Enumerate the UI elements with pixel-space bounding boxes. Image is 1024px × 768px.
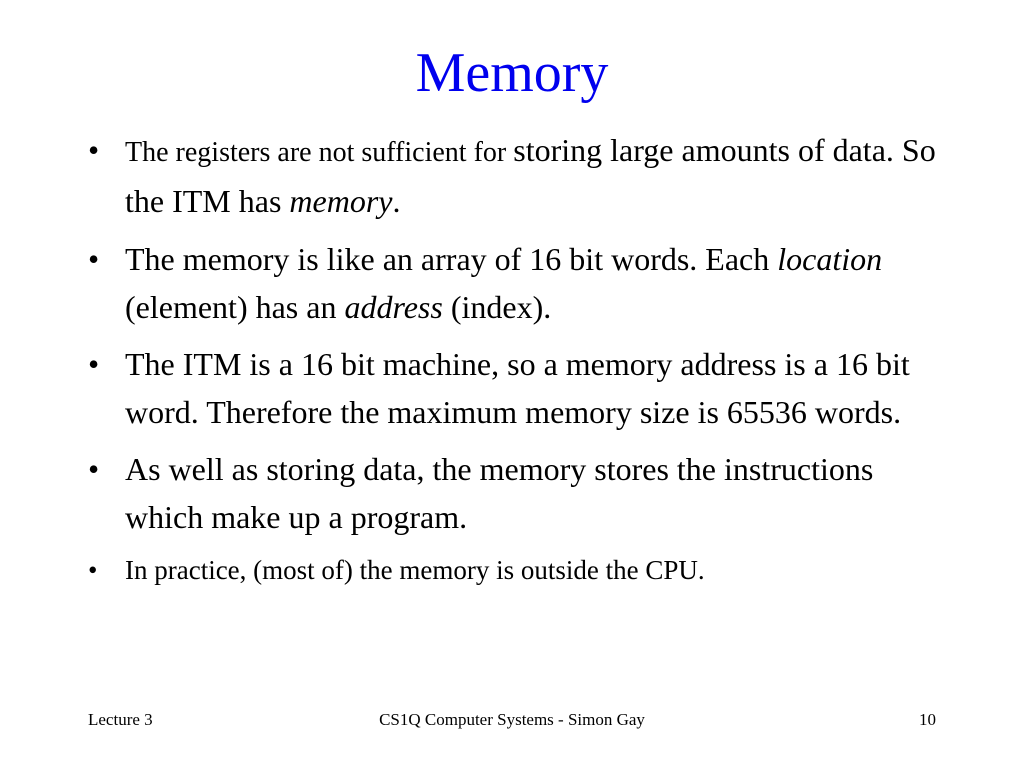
bullet-emphasis-location: location [777, 241, 883, 277]
footer-page-number: 10 [919, 710, 936, 729]
bullet-item-registers [88, 126, 958, 225]
bullet-text-end: (index). [442, 289, 552, 325]
bullet-list [88, 126, 958, 590]
bullet-item-cpu [88, 550, 958, 590]
slide-title: Memory [415, 42, 609, 104]
bullet-text-end: . [392, 183, 401, 219]
bullet-text: In practice, (most of) the memory is outside the CPU. [125, 555, 705, 585]
bullet-item-array [88, 235, 958, 331]
footer-course: CS1Q Computer Systems - Simon Gay [379, 710, 645, 729]
bullet-text: The memory is like an array of 16 bit words. Each [125, 241, 778, 277]
bullet-text: storing large amounts of data. So the ITM has [125, 132, 936, 219]
bullet-text: (element) has an [125, 289, 345, 325]
bullet-item-instructions [88, 445, 958, 541]
bullet-text: As well as storing data, the memory stores the instructions which make up a program. [125, 451, 874, 535]
bullet-emphasis-address: address [344, 289, 443, 325]
bullet-text: The ITM is a 16 bit machine, so a memory address is a 16 bit word. Therefore the maximum memory size is 65536 words. [125, 346, 910, 430]
bullet-text-small: The registers are not sufficient for [125, 137, 514, 168]
bullet-item-16bit [88, 340, 958, 436]
bullet-emphasis-memory: memory [289, 183, 393, 219]
footer-lecture: Lecture 3 [88, 710, 153, 729]
